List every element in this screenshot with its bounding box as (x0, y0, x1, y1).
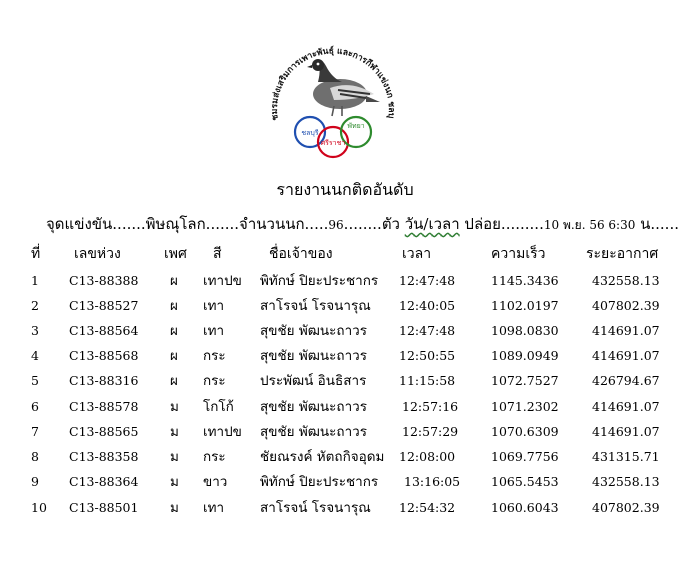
row-time: 12:57:29 (402, 424, 459, 439)
row-no: 2 (31, 298, 39, 313)
row-no: 3 (31, 323, 39, 338)
rings-graphic (295, 117, 371, 157)
row-color: เทา (203, 500, 225, 516)
ring-label-sriracha: ศรีราชา (320, 139, 346, 147)
row-ring: C13-88364 (69, 474, 139, 489)
row-color: เทา (203, 298, 225, 314)
row-speed: 1070.6309 (491, 424, 559, 439)
time-unit-label: น...... (635, 215, 679, 233)
row-color: กระ (203, 348, 226, 364)
row-sex: ผ (170, 373, 178, 389)
header-owner: ชื่อเจ้าของ (269, 246, 333, 262)
table-row (0, 345, 690, 367)
row-distance: 407802.39 (592, 500, 660, 515)
row-sex: ม (170, 424, 179, 440)
table-row (0, 471, 690, 493)
table-row (0, 421, 690, 443)
table-header (0, 243, 690, 265)
row-color: กระ (203, 449, 226, 465)
row-speed: 1145.3436 (491, 273, 559, 288)
row-ring: C13-88568 (69, 348, 139, 363)
row-speed: 1089.0949 (491, 348, 559, 363)
race-info-line (46, 213, 679, 236)
row-ring: C13-88358 (69, 449, 139, 464)
row-sex: ผ (170, 323, 178, 339)
row-distance: 414691.07 (592, 323, 660, 338)
row-speed: 1098.0830 (491, 323, 559, 338)
row-sex: ม (170, 500, 179, 516)
row-distance: 414691.07 (592, 424, 660, 439)
club-logo (262, 36, 402, 164)
table-row (0, 497, 690, 519)
row-no: 1 (31, 273, 39, 288)
race-point-label: จุดแข่งขัน.......พิษณุโลก.......จำนวนนก..... (46, 215, 329, 233)
row-no: 4 (31, 348, 39, 363)
release-label: ปล่อย......... (459, 215, 544, 233)
row-ring: C13-88388 (69, 273, 139, 288)
row-distance: 414691.07 (592, 348, 660, 363)
row-sex: ม (170, 474, 179, 490)
row-owner: พิทักษ์ ปิยะประชากร (260, 474, 379, 490)
row-sex: ผ (170, 298, 178, 314)
header-no: ที่ (31, 246, 41, 262)
row-time: 12:08:00 (399, 449, 456, 464)
row-owner: สาโรจน์ โรจนารุณ (260, 298, 371, 314)
row-ring: C13-88316 (69, 373, 139, 388)
row-owner: สุขชัย พัฒนะถาวร (260, 348, 367, 364)
row-speed: 1069.7756 (491, 449, 559, 464)
row-no: 5 (31, 373, 39, 388)
row-owner: สาโรจน์ โรจนารุณ (260, 500, 371, 516)
header-time: เวลา (402, 246, 432, 262)
row-ring: C13-88527 (69, 298, 139, 313)
row-owner: พิทักษ์ ปิยะประชากร (260, 273, 379, 289)
row-distance: 414691.07 (592, 399, 660, 414)
date-time-label: วัน/เวลา (404, 215, 460, 233)
header-speed: ความเร็ว (491, 246, 546, 262)
row-color: เทา (203, 323, 225, 339)
table-row (0, 270, 690, 292)
row-distance: 426794.67 (592, 373, 660, 388)
row-speed: 1060.6043 (491, 500, 559, 515)
row-distance: 432558.13 (592, 474, 660, 489)
row-sex: ม (170, 399, 179, 415)
row-color: กระ (203, 373, 226, 389)
row-distance: 432558.13 (592, 273, 660, 288)
row-no: 9 (31, 474, 39, 489)
row-time: 12:47:48 (399, 323, 456, 338)
club-logo-graphic (262, 36, 402, 164)
row-ring: C13-88501 (69, 500, 139, 515)
row-ring: C13-88565 (69, 424, 139, 439)
header-color: สี (213, 246, 222, 262)
ring-label-chonburi: ชลบุรี (301, 129, 319, 137)
row-distance: 431315.71 (592, 449, 660, 464)
row-owner: ประพัฒน์ อินธิสาร (260, 373, 367, 389)
table-row (0, 320, 690, 342)
row-distance: 407802.39 (592, 298, 660, 313)
row-owner: สุขชัย พัฒนะถาวร (260, 424, 367, 440)
table-row (0, 396, 690, 418)
logo-arc-text: ชมรมส่งเสริมการเพาะพันธุ์ และการกีฬาแข่งนก ชลบุ (269, 46, 397, 122)
row-sex: ผ (170, 348, 178, 364)
header-ring: เลขห่วง (74, 246, 121, 262)
header-sex: เพศ (164, 246, 187, 262)
count-unit-label: ........ตัว (343, 215, 405, 233)
table-row (0, 295, 690, 317)
row-no: 10 (31, 500, 47, 515)
row-color: เทาปข (203, 424, 242, 440)
row-no: 6 (31, 399, 39, 414)
report-title: รายงานนกติดอันดับ (276, 180, 414, 199)
ring-label-pattaya: พัทยา (347, 122, 365, 130)
table-row (0, 446, 690, 468)
row-speed: 1102.0197 (491, 298, 559, 313)
row-no: 7 (31, 424, 39, 439)
row-speed: 1065.5453 (491, 474, 559, 489)
row-color: เทาปข (203, 273, 242, 289)
row-ring: C13-88564 (69, 323, 139, 338)
row-color: ขาว (203, 474, 228, 490)
row-no: 8 (31, 449, 39, 464)
row-sex: ผ (170, 273, 178, 289)
bird-count: 96 (328, 218, 344, 232)
row-speed: 1071.2302 (491, 399, 559, 414)
header-distance: ระยะอากาศ (586, 246, 659, 262)
release-datetime: 10 พ.ย. 56 6:30 (543, 218, 636, 232)
row-owner: สุขชัย พัฒนะถาวร (260, 323, 367, 339)
row-time: 11:15:58 (399, 373, 456, 388)
row-time: 12:47:48 (399, 273, 456, 288)
row-owner: ชัยณรงค์ หัตถกิจอุดม (260, 449, 385, 465)
table-row (0, 370, 690, 392)
row-sex: ม (170, 449, 179, 465)
row-speed: 1072.7527 (491, 373, 559, 388)
row-ring: C13-88578 (69, 399, 139, 414)
row-color: โกโก้ (203, 399, 234, 415)
row-time: 12:50:55 (399, 348, 456, 363)
row-time: 12:54:32 (399, 500, 456, 515)
row-owner: สุขชัย พัฒนะถาวร (260, 399, 367, 415)
row-time: 13:16:05 (404, 474, 461, 489)
row-time: 12:57:16 (402, 399, 459, 414)
row-time: 12:40:05 (399, 298, 456, 313)
